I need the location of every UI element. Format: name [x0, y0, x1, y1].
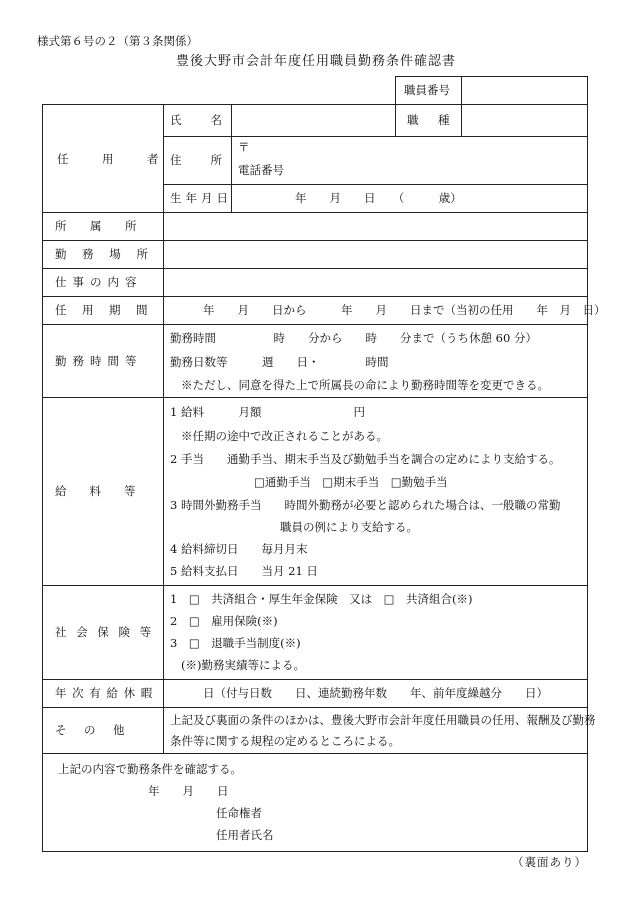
- staff-number-label: 職員番号: [404, 83, 450, 97]
- postal-mark: 〒: [238, 140, 250, 154]
- hours-line-3: ※ただし、同意を得た上で所属長の命により勤務時間等を変更できる。: [181, 378, 549, 392]
- address-label: 住 所: [170, 153, 224, 167]
- other-line-1: 上記及び裏面の条件のほかは、豊後大野市会計年度任用職員の任用、報酬及び勤務: [170, 713, 596, 727]
- other-label: そ の 他: [55, 723, 128, 737]
- other-line-2: 条件等に関する規程の定めるところによる。: [170, 734, 400, 748]
- insurance-1: 1 □ 共済組合・厚生年金保険 又は □ 共済組合(※): [170, 592, 473, 606]
- salary-label: 給 料 等: [55, 484, 136, 498]
- job-type-label: 職 種: [407, 113, 454, 127]
- page-title: 豊後大野市会計年度任用職員勤務条件確認書: [176, 54, 457, 69]
- birth-value: 年 月 日 （ 歳）: [295, 191, 462, 205]
- salary-3: 3 時間外勤務手当 時間外勤務が必要と認められた場合は、一般職の常勤: [170, 498, 561, 512]
- affiliation-label: 所 属 所: [55, 219, 143, 233]
- insurance-3: 3 □ 退職手当制度(※): [170, 636, 301, 650]
- name-label: 氏 名: [170, 113, 224, 127]
- appointee-label: 任 用 者: [57, 152, 170, 166]
- leave-label: 年 次 有 給 休 暇: [55, 686, 154, 700]
- hours-label: 勤務時間等: [55, 354, 143, 368]
- phone-label: 電話番号: [238, 163, 284, 177]
- birth-label: 生年月日: [170, 191, 232, 205]
- confirm-date: 年 月 日: [148, 784, 229, 798]
- hours-line-2: 勤務日数等 週 日・ 時間: [170, 355, 389, 369]
- authority-label: 任命権者: [216, 806, 262, 820]
- insurance-note: (※)勤務実績等による。: [181, 658, 305, 672]
- confirm-text: 上記の内容で勤務条件を確認する。: [58, 762, 242, 776]
- insurance-2: 2 □ 雇用保険(※): [170, 614, 278, 628]
- hours-line-1: 勤務時間 時 分から 時 分まで（うち休憩 60 分）: [170, 331, 537, 345]
- workplace-label: 勤 務 場 所: [55, 247, 154, 261]
- appointee-name-label: 任用者氏名: [216, 828, 274, 842]
- salary-3b: 職員の例により支給する。: [280, 520, 418, 534]
- back-side-note: （裏面あり）: [512, 855, 587, 869]
- insurance-label: 社 会 保 険 等: [55, 625, 155, 639]
- salary-5: 5 給料支払日 当月 21 日: [170, 564, 318, 578]
- leave-value: 日（付与日数 日、連続勤務年数 年、前年度繰越分 日）: [203, 686, 548, 700]
- period-label: 任 用 期 間: [55, 303, 150, 317]
- period-value: 年 月 日から 年 月 日まで（当初の任用 年 月 日）: [203, 303, 606, 317]
- salary-2-options: □通勤手当 □期末手当 □勤勉手当: [254, 475, 448, 489]
- salary-2: 2 手当 通勤手当、期末手当及び勤勉手当を調合の定めにより支給する。: [170, 452, 561, 466]
- salary-1-note: ※任期の途中で改正されることがある。: [181, 429, 388, 443]
- salary-1: 1 給料 月額 円: [170, 405, 365, 419]
- salary-4: 4 給料締切日 毎月月末: [170, 542, 308, 556]
- job-content-label: 仕事の内容: [55, 275, 143, 289]
- form-id: 様式第６号の２（第３条関係）: [37, 34, 198, 48]
